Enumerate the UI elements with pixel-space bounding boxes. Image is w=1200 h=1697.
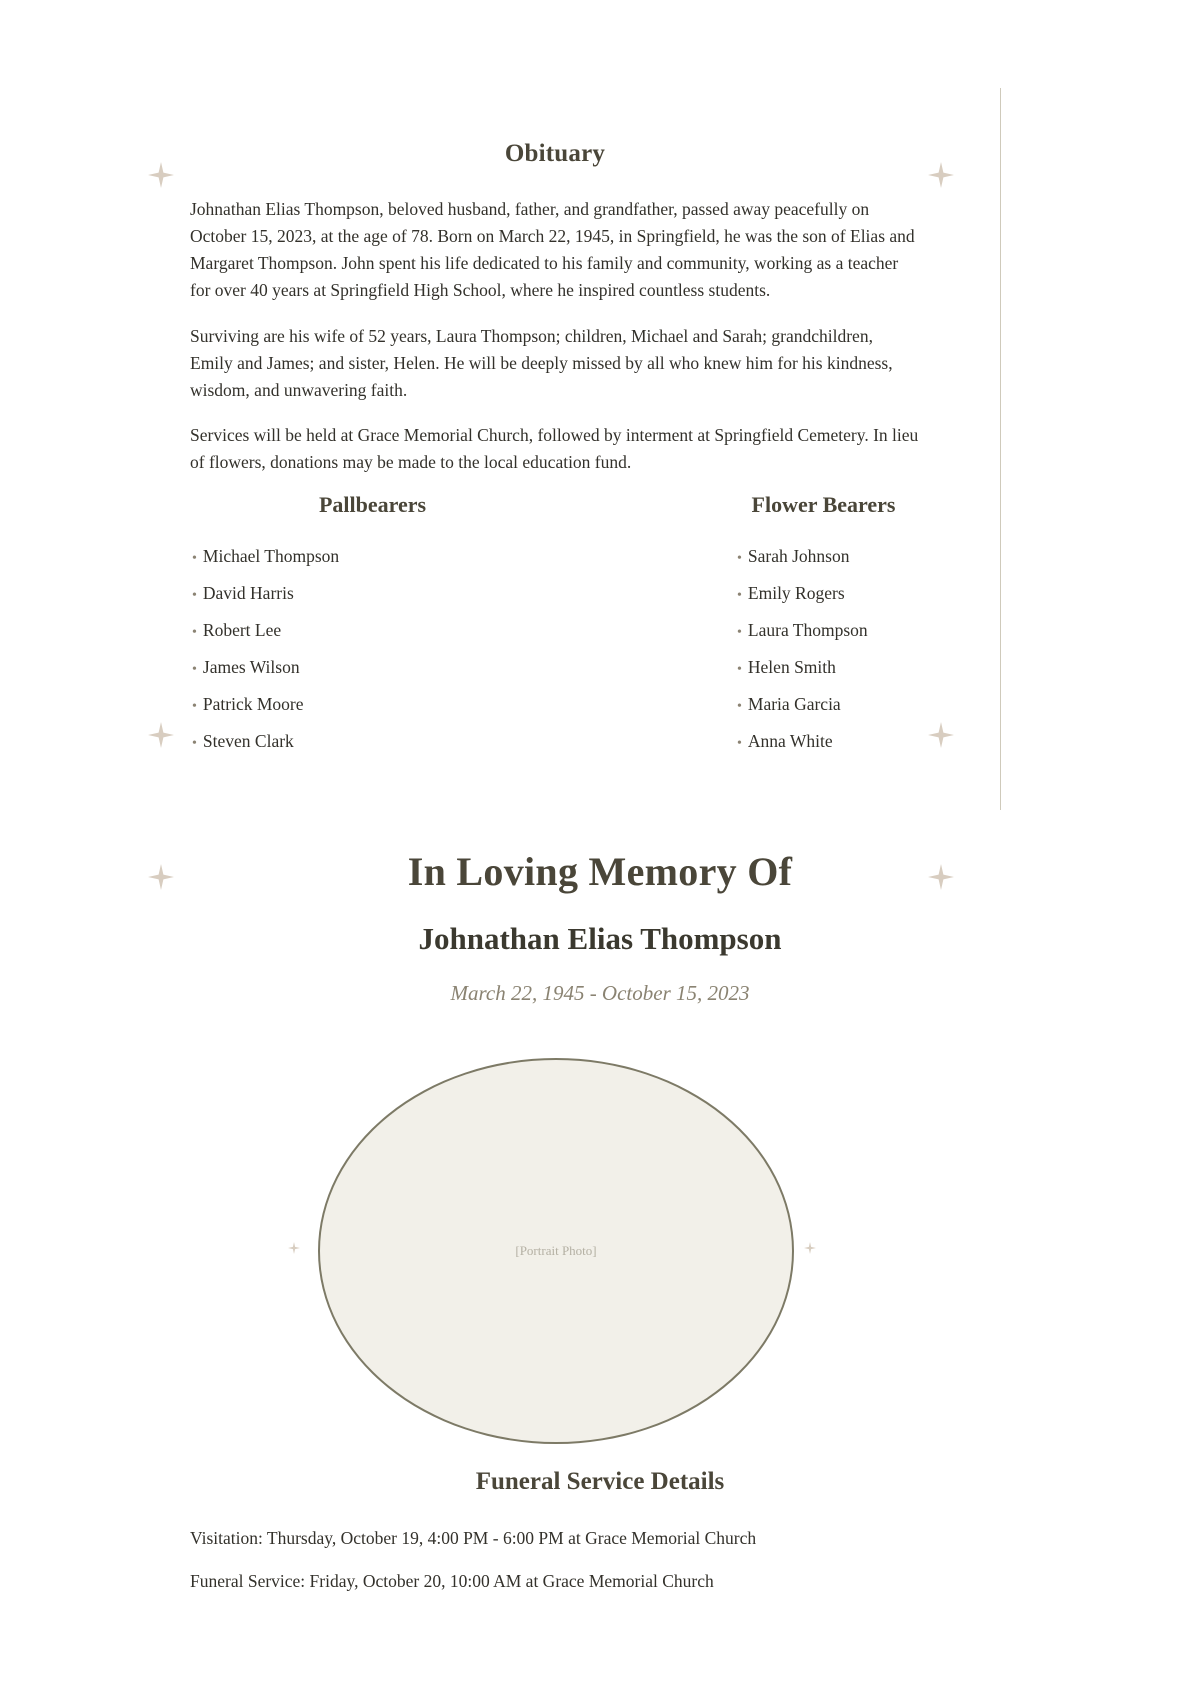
deceased-name: Johnathan Elias Thompson [418, 921, 782, 956]
sparkle-icon [288, 1242, 300, 1254]
sparkle-icon [804, 1242, 816, 1254]
bullet-icon: • [737, 662, 742, 677]
pallbearers-column [190, 492, 555, 770]
bullet-icon: • [737, 588, 742, 603]
list-item [735, 548, 920, 566]
vertical-divider [1000, 88, 1001, 810]
bullet-icon: • [737, 551, 742, 566]
list-item-label: Steven Clark [202, 731, 294, 751]
list-item-label: Michael Thompson [202, 546, 340, 566]
list-item-label: Laura Thompson [747, 620, 868, 640]
flower-bearers-column [555, 492, 920, 770]
bullet-icon: • [192, 625, 197, 640]
bullet-icon: • [192, 662, 197, 677]
service-detail-line: Funeral Service: Friday, October 20, 10:00 AM at Grace Memorial Church [190, 1571, 714, 1591]
bullet-icon: • [737, 625, 742, 640]
list-item [735, 733, 920, 751]
list-item [735, 622, 920, 640]
list-item-label: Robert Lee [202, 620, 282, 640]
bearers-section [190, 492, 920, 770]
list-item-label: Patrick Moore [202, 694, 304, 714]
portrait-frame [318, 1058, 794, 1444]
obituary-paragraph: Services will be held at Grace Memorial Church, followed by interment at Springfield Cemetery. In lieu of flowers, donations may be made to the local education fund. [190, 424, 919, 472]
list-item-label: Emily Rogers [747, 583, 845, 603]
list-item [190, 659, 555, 677]
bullet-icon: • [192, 588, 197, 603]
list-item [190, 585, 555, 603]
bullet-icon: • [192, 736, 197, 751]
list-item-label: Maria Garcia [747, 694, 841, 714]
sparkle-icon [928, 722, 954, 748]
list-item [190, 733, 555, 751]
list-item-label: Sarah Johnson [747, 546, 850, 566]
service-details-section [0, 1468, 1200, 1614]
list-item [735, 659, 920, 677]
obituary-paragraph: Surviving are his wife of 52 years, Laura Thompson; children, Michael and Sarah; grandchildren, Emily and James; and sister, Helen. He will be deeply missed by all who knew him for his kindness, wisdom, and unwavering faith. [190, 325, 893, 400]
sparkle-icon [148, 162, 174, 188]
memorial-header [0, 848, 1200, 1006]
portrait-placeholder-label: [Portrait Photo] [515, 1243, 597, 1258]
bullet-icon: • [192, 551, 197, 566]
flower-bearers-heading: Flower Bearers [751, 492, 896, 517]
list-item [190, 548, 555, 566]
page-title: In Loving Memory Of [407, 849, 793, 894]
obituary-title: Obituary [504, 140, 606, 167]
bullet-icon: • [192, 699, 197, 714]
pallbearers-heading: Pallbearers [318, 492, 427, 517]
sparkle-icon [928, 162, 954, 188]
bullet-icon: • [737, 736, 742, 751]
list-item-label: David Harris [202, 583, 294, 603]
service-detail-line: Visitation: Thursday, October 19, 4:00 PM - 6:00 PM at Grace Memorial Church [190, 1528, 757, 1548]
obituary-section [190, 140, 920, 476]
list-item [190, 622, 555, 640]
list-item [190, 696, 555, 714]
sparkle-icon [148, 722, 174, 748]
obituary-paragraph: Johnathan Elias Thompson, beloved husband, father, and grandfather, passed away peacefully on October 15, 2023, at the age of 78. Born on March 22, 1945, in Springfield, he was the son of Elias and Margaret Thompson. John spent his life dedicated to his family and community, working as a teacher for over 40 years at Springfield High School, where he inspired countless students. [190, 199, 915, 301]
list-item-label: Helen Smith [747, 657, 836, 677]
life-dates: March 22, 1945 - October 15, 2023 [450, 981, 750, 1005]
list-item-label: Anna White [747, 731, 833, 751]
service-details-title: Funeral Service Details [475, 1468, 725, 1495]
list-item [735, 585, 920, 603]
bullet-icon: • [737, 699, 742, 714]
list-item-label: James Wilson [202, 657, 300, 677]
list-item [735, 696, 920, 714]
